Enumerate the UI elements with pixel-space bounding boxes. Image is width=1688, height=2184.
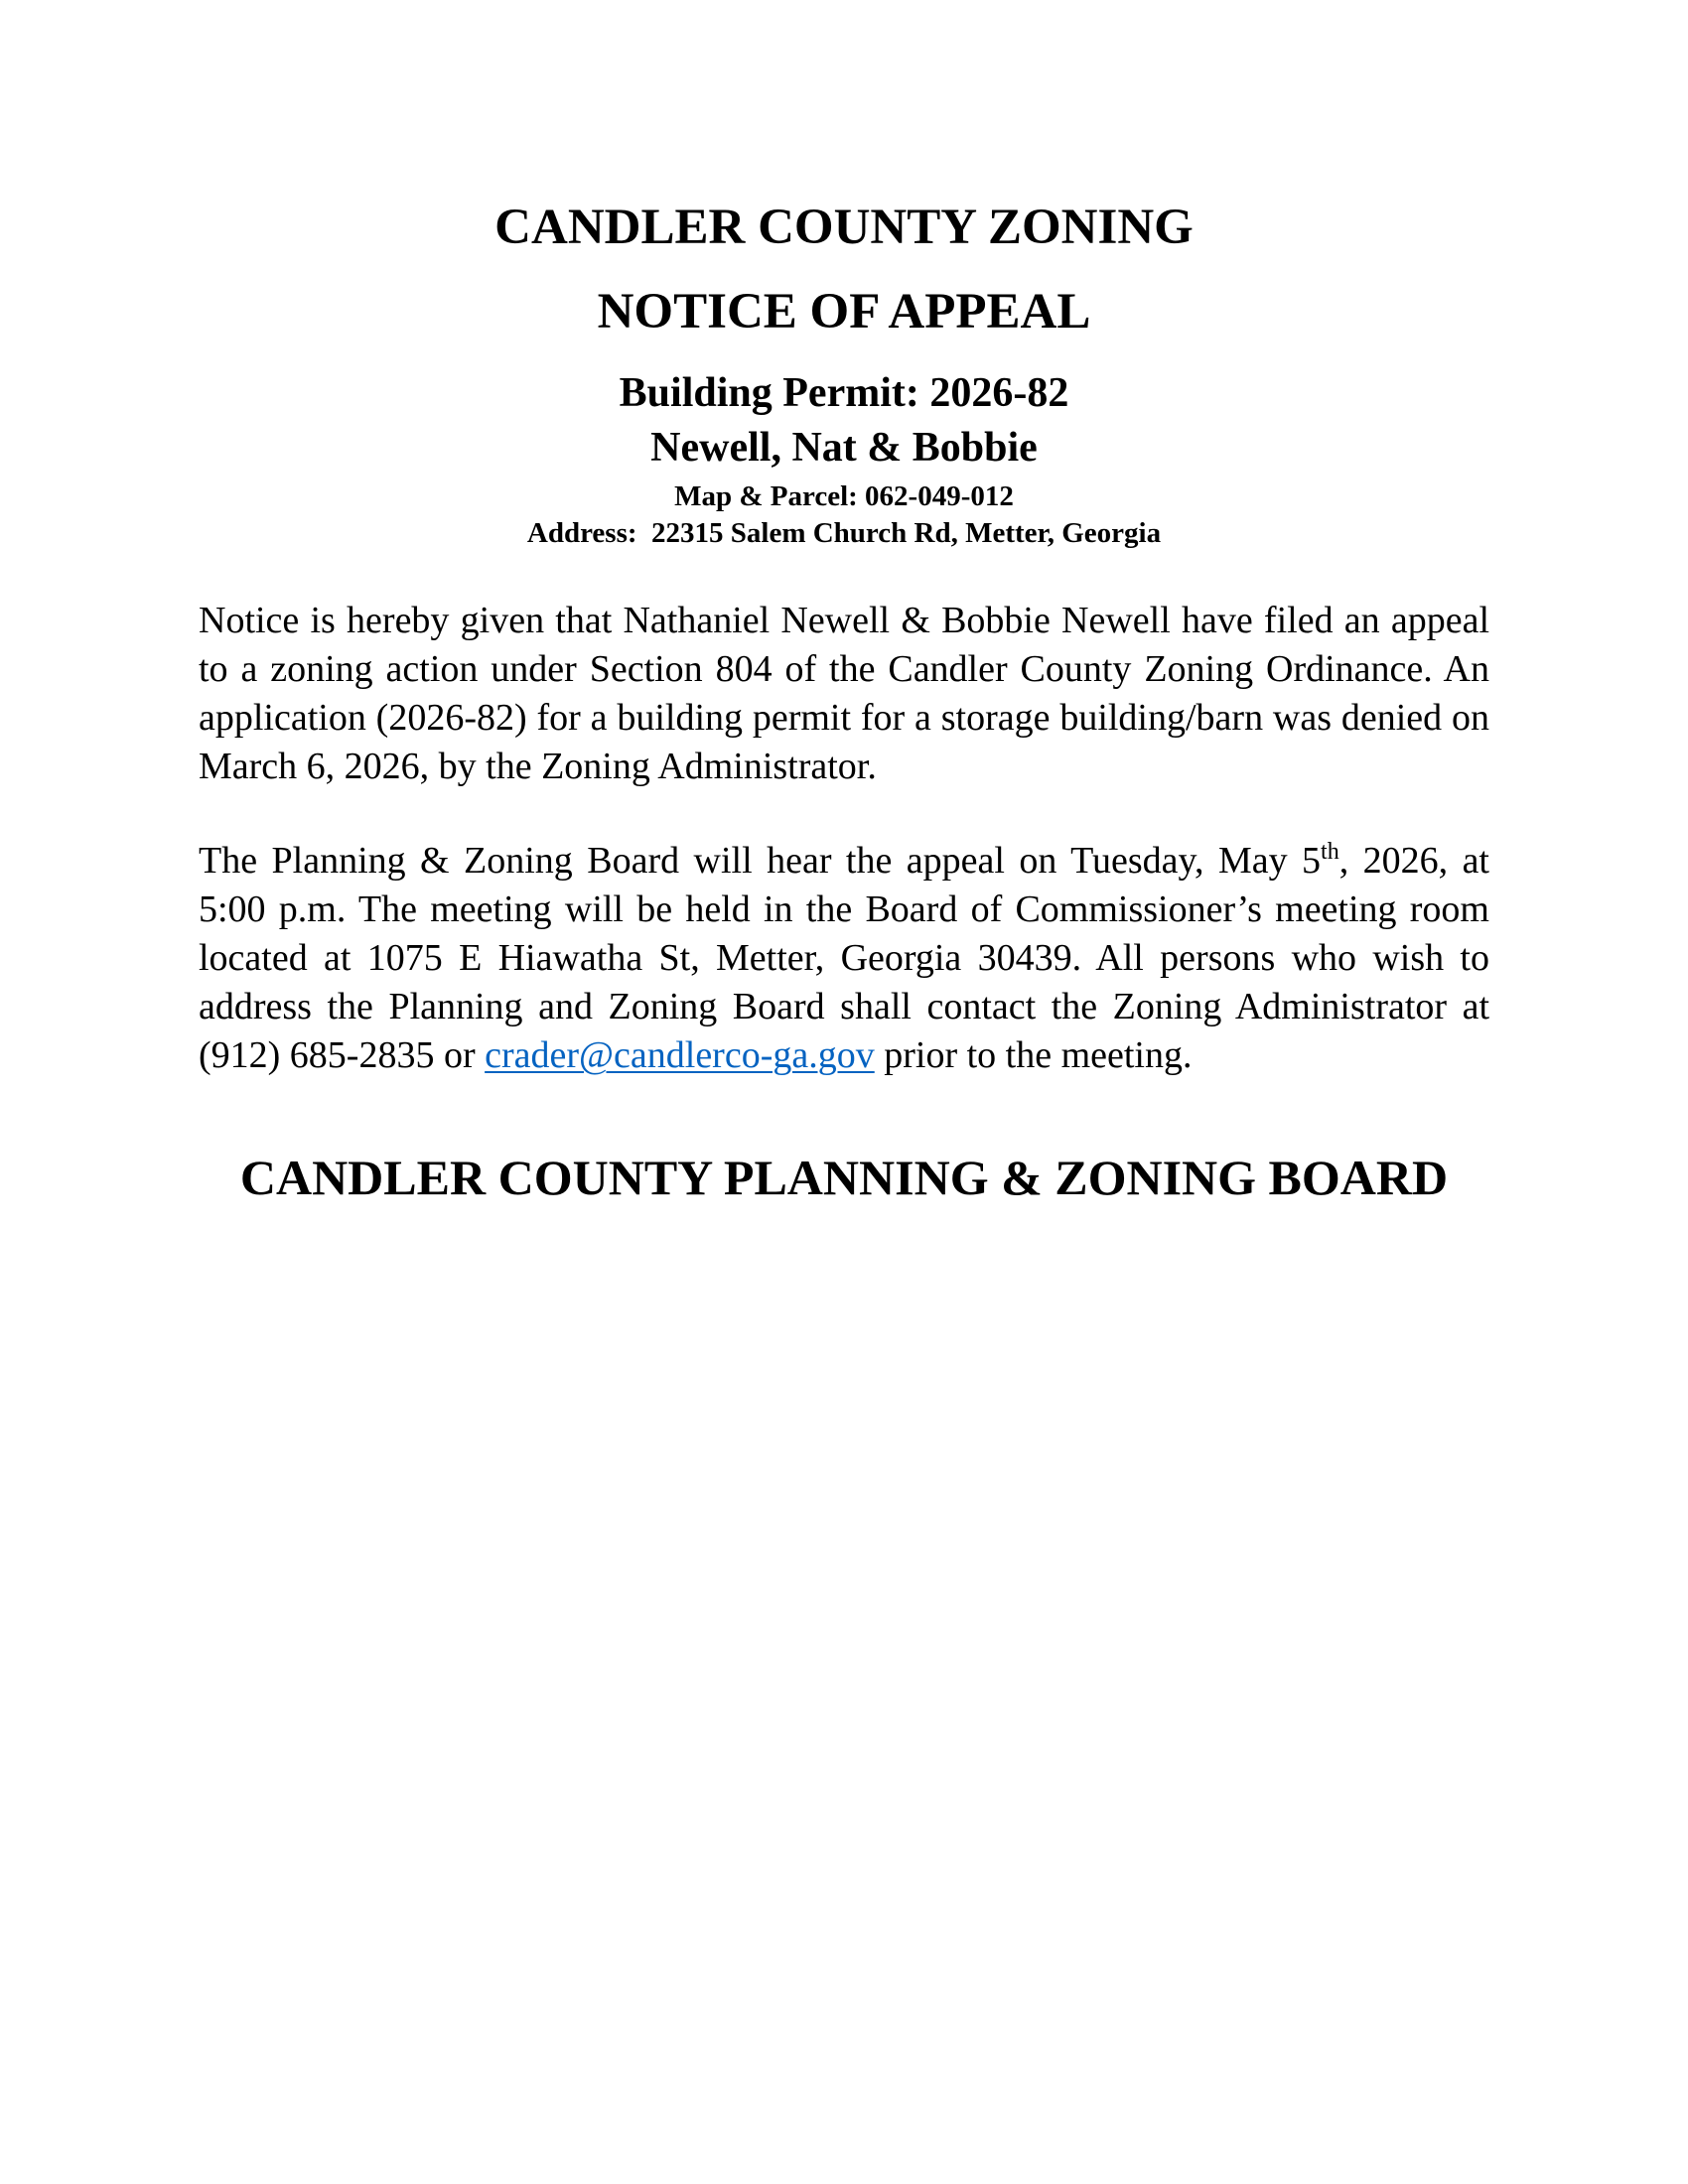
hearing-text-end: prior to the meeting. xyxy=(874,1034,1193,1076)
email-link[interactable]: crader@candlerco-ga.gov xyxy=(485,1034,875,1076)
hearing-text-middle: , 2026, at 5:00 p.m. The meeting will be held in the Board of Commissioner’s meeting room located at 1075 E Hiawatha St, Metter, Georgia 30439. All persons who wish to address the Planning and Zoning Board shall contact the Zoning Administrator at (912) 685-2835 or xyxy=(199,840,1489,1076)
document-subtitle: NOTICE OF APPEAL xyxy=(597,284,1091,340)
ordinal-suffix: th xyxy=(1321,839,1339,865)
notice-paragraph: Notice is hereby given that Nathaniel Newell & Bobbie Newell have filed an appeal to a zoning action under Section 804 of the Candler County Zoning Ordinance. An application (2026-82) for a building permit for a storage building/barn was denied on March 6, 2026, by the Zoning Administrator. xyxy=(199,600,1489,787)
hearing-text-start: The Planning & Zoning Board will hear the appeal on Tuesday, May 5 xyxy=(199,840,1322,882)
property-address: Address: 22315 Salem Church Rd, Metter, Georgia xyxy=(526,517,1162,549)
building-permit-number: Building Permit: 2026-82 xyxy=(619,370,1069,416)
document-title: CANDLER COUNTY ZONING xyxy=(494,200,1194,255)
board-signature: CANDLER COUNTY PLANNING & ZONING BOARD xyxy=(239,1150,1449,1205)
map-parcel-number: Map & Parcel: 062-049-012 xyxy=(674,480,1014,512)
hearing-paragraph xyxy=(199,837,1489,1080)
applicant-names: Newell, Nat & Bobbie xyxy=(650,425,1038,471)
